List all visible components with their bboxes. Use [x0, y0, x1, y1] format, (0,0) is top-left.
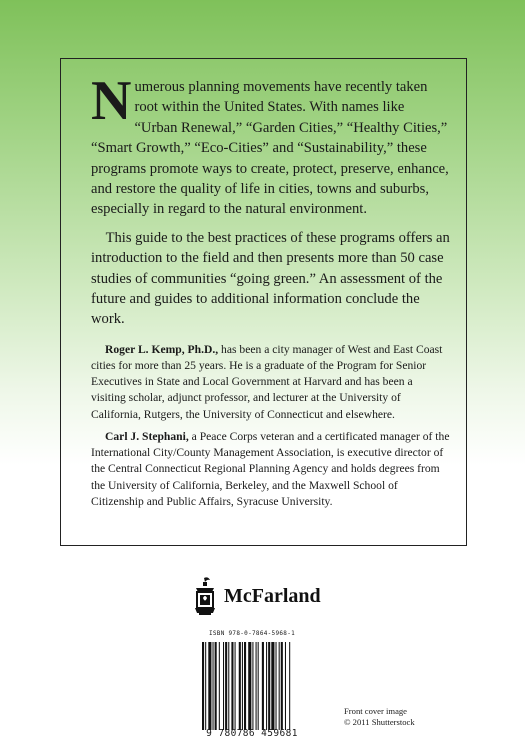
author-bio-kemp [91, 342, 450, 423]
publisher-logo [190, 576, 321, 616]
blurb-paragraph-1-text: umerous planning movements have recently taken root within the United States. With names like “Urban Renewal,” “Garden Cities,” “Healthy Cities,” “Smart Growth,” “Eco-Cities” and “Sustainability,” these programs promote ways to create, protect, preserve, enhance, and restore the quality of life in cities, towns and suburbs, especially in regard to the natural environment. [91, 79, 449, 218]
publisher-name: McFarland [224, 584, 321, 607]
credit-line-1: Front cover image [344, 706, 408, 716]
barcode-block [196, 630, 308, 742]
drop-cap: N [91, 70, 132, 132]
blurb-paragraph-2 [91, 228, 450, 330]
author-bio-stephani [91, 429, 450, 510]
credit-line-2: © 2011 Shutterstock [344, 717, 415, 727]
lamp-logo-icon [190, 576, 220, 616]
author-name-kemp: Roger L. Kemp, Ph.D., [105, 342, 219, 356]
isbn-label: ISBN 978-0-7864-5968-1 [208, 630, 296, 637]
author-name-stephani: Carl J. Stephani, [105, 429, 189, 443]
author-bio-stephani-text: a Peace Corps veteran and a certificated manager of the International City/County Management Association, is executive director of the Central Connecticut Regional Planning Agency and holds degrees from the University of California, Berkeley, and the Maxwell School of Citizenship and Public Affairs, Syracuse University. [91, 429, 450, 508]
author-bio-kemp-text: has been a city manager of West and East Coast cities for more than 25 years. He is a graduate of the Program for Senior Executives in State and Local Government at Harvard and has been a visiting scholar, adjunct professor, and lecturer at the University of California, Rutgers, the University of Connecticut and elsewhere. [91, 342, 443, 421]
blurb-paragraph-2-text: This guide to the best practices of these programs offers an introduction to the field and then presents more than 50 case studies of communities “going green.” An assessment of the future and guides to additional information conclude the work. [91, 229, 450, 328]
cover-image-credit [344, 706, 415, 728]
blurb-paragraph-1 [91, 70, 450, 220]
barcode-digits: 9 780786 459681 [206, 728, 298, 739]
barcode-image [202, 642, 306, 730]
back-cover-text-frame [60, 58, 467, 546]
